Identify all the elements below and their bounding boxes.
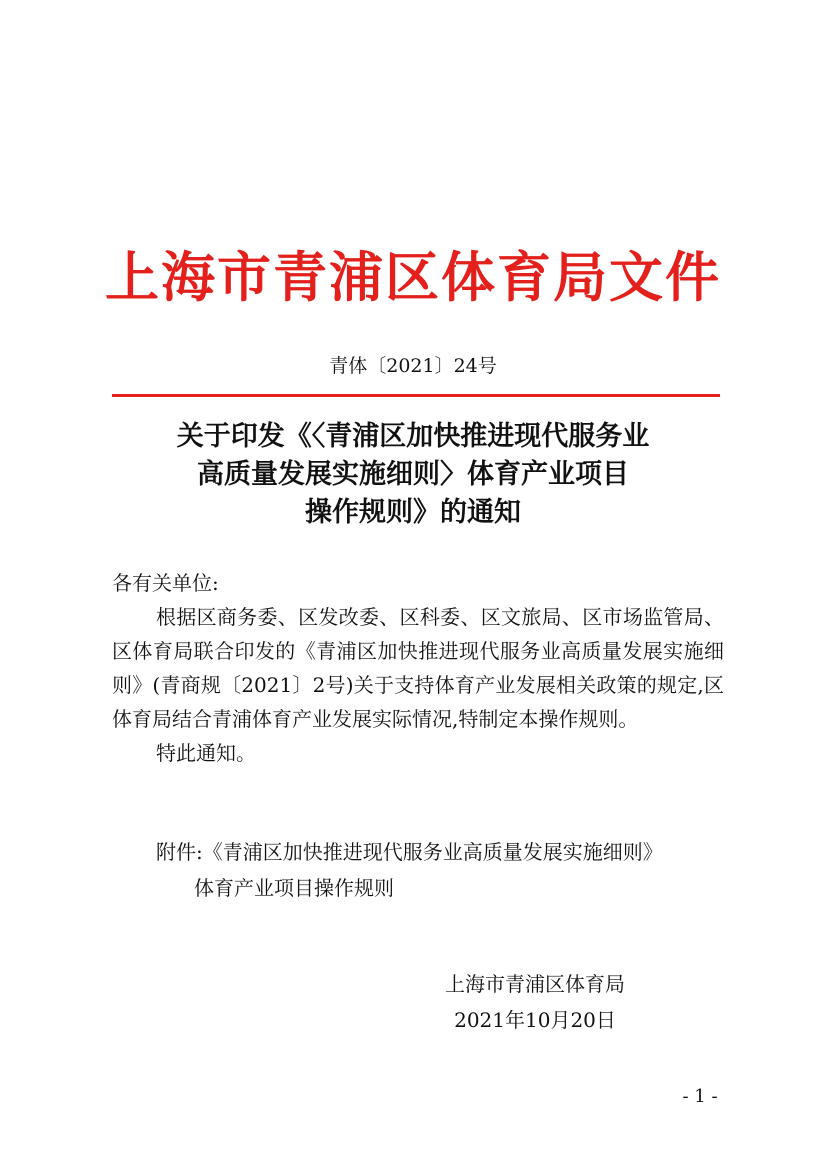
signature-block [380, 966, 690, 1038]
body-paragraph: 根据区商务委、区发改委、区科委、区文旅局、区市场监管局、区体育局联合印发的《青浦区加快推进现代服务业高质量发展实施细则》(青商规〔2021〕2号)关于支持体育产业发展相关政策的规定,区体育局结合青浦体育产业发展实际情况,特制定本操作规则。 [112, 605, 724, 731]
document-title [0, 418, 826, 532]
attachment-line-2: 体育产业项目操作规则 [194, 876, 394, 900]
page-number: - 1 - [682, 1086, 718, 1107]
attachment-note [156, 834, 736, 906]
document-number: 青体〔2021〕24号 [329, 355, 497, 377]
title-line-3: 操作规则》的通知 [305, 497, 521, 528]
signing-date: 2021年10月20日 [454, 1008, 616, 1032]
document-body [112, 566, 724, 770]
document-masthead: 上海市青浦区体育局文件 [105, 245, 721, 309]
signing-organization: 上海市青浦区体育局 [445, 972, 625, 996]
title-line-1: 关于印发《〈青浦区加快推进现代服务业 [176, 421, 650, 452]
closing-line: 特此通知。 [156, 741, 256, 765]
title-line-2: 高质量发展实施细则〉体育产业项目 [197, 459, 629, 490]
salutation: 各有关单位: [112, 571, 219, 595]
red-divider-line [112, 394, 720, 397]
attachment-line-1: 附件:《青浦区加快推进现代服务业高质量发展实施细则》 [156, 840, 663, 864]
